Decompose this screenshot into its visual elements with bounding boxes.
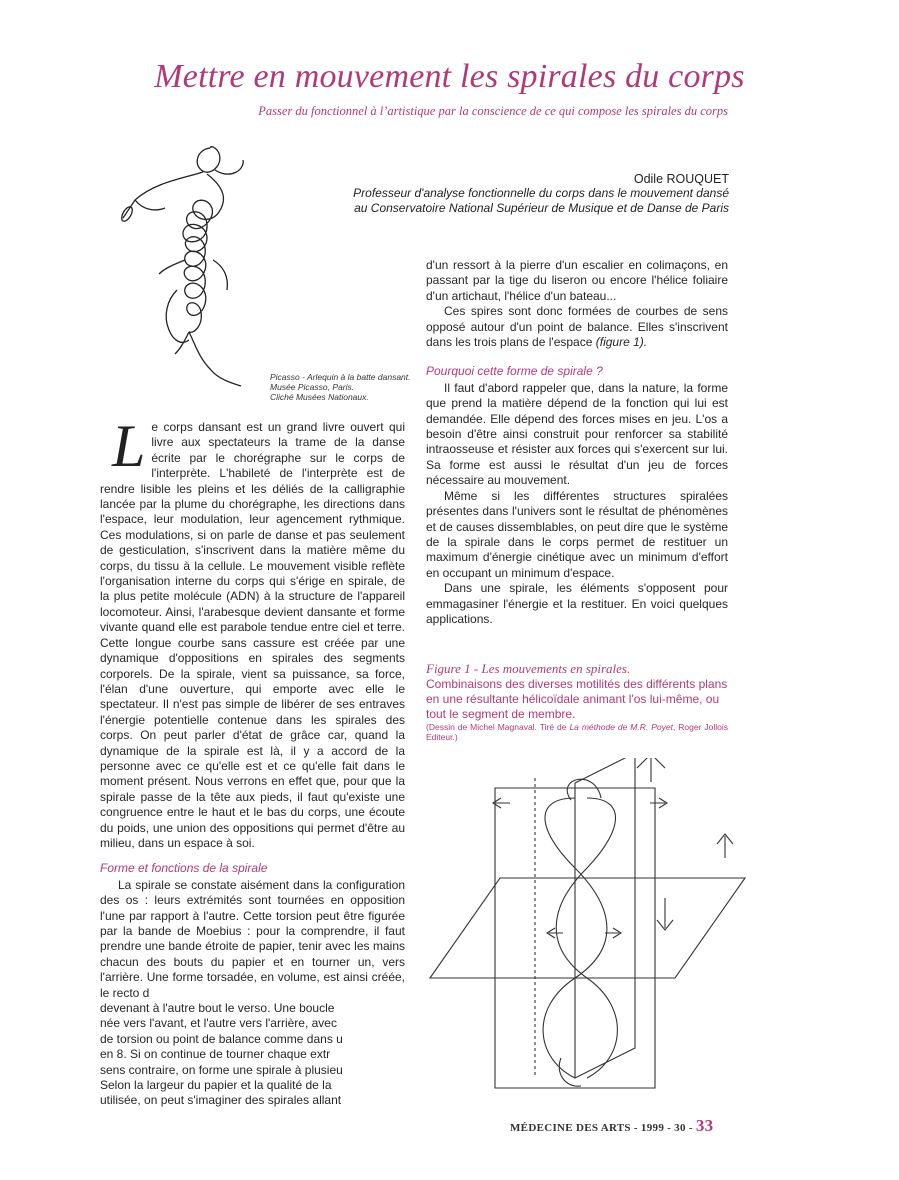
- paragraph-forme-cont-6: Selon la largeur du papier et la qualité de la: [100, 1078, 332, 1093]
- figure-label: Figure 1 - Les mouvements en spirales.: [426, 661, 631, 677]
- illustration-caption-line-3: Cliché Musées Nationaux.: [270, 392, 369, 402]
- journal-name: MÉDECINE DES ARTS - 1999 - 30 -: [510, 1122, 693, 1134]
- paragraph-ressort: d'un ressort à la pierre d'un escalier en colimaçons, en passant par la tige du liseron ou encore l'hélice foliaire d'un artichaut, l'hélice d'un bateau...: [426, 258, 728, 303]
- page-footer: [510, 1116, 713, 1136]
- right-column: [426, 258, 728, 742]
- author-name: Odile ROUQUET: [633, 172, 729, 186]
- section-heading-spirale: Forme et fonctions de la spirale: [100, 861, 268, 876]
- figure-caption: Combinaisons des diverses motilités des différents plans en une résultante hélicoïdale animant l'os lui-même, ou tout le segment de membre.: [426, 676, 728, 721]
- section-heading-pourquoi: Pourquoi cette forme de spirale ?: [426, 364, 603, 379]
- paragraph-nature: Il faut d'abord rappeler que, dans la nature, la forme que prend la matière dépend de la fonction qui lui est demandée. Elle dépend des forces mises en jeu. L'os a besoin d'être ainsi construit pour renforcer sa stabilité intraosseuse et résister aux forces qui s'exercent sur lui. Sa forme est aussi le résultat d'un jeu de forces nécessaire au mouvement.: [426, 380, 728, 488]
- article-subtitle: Passer du fonctionnel à l’artistique par la conscience de ce qui compose les spirales du corps: [258, 104, 728, 118]
- affiliation-line-1: Professeur d'analyse fonctionnelle du corps dans le mouvement dansé: [353, 186, 729, 200]
- paragraph-forme: La spirale se constate aisément dans la configuration des os : leurs extrémités sont tournées en opposition l'une par rapport à l'autre. Cette torsion peut être figurée par la bande de Moebius : pour la comprendre, il faut prendre une bande étroite de papier, tenir avec les mains chacun des bouts du papier et en tourner un, vers l'arrière. Une forme torsadée, en volume, est ainsi créée, le recto d: [100, 877, 405, 1000]
- paragraph-structures: Même si les différentes structures spiralées présentes dans l'univers sont le résultat de phénomènes et de causes dissemblables, on peut dire que le système de la spirale dans le corps permet de restituer un maximum d'énergie cinétique avec un minimum d'effort en occupant un minimum d'espace.: [426, 488, 728, 580]
- figure-caption-block: [426, 661, 728, 741]
- left-column: [100, 413, 405, 1109]
- illustration-caption-line-1: Picasso - Arlequin à la batte dansant.: [270, 372, 411, 382]
- illustration-caption-line-2: Musée Picasso, Paris.: [270, 382, 355, 392]
- intro-text: e corps dansant est un grand livre ouvert qui livre aux spectateurs la trame de la danse écrite par le chorégraphe sur le corps de l'interprète. L'habileté de l'interprète est de rendre lisible les pleins et les déliés de la calligraphie lancée par la plume du chorégraphe, les directions dans l'espace, leur modulation, leur agencement rythmique. Ces modulations, si on parle de danse et pas seulement de gesticulation, s'inscrivent dans la matière même du corps, du tissu à la cellule. Le mouvement visible reflète l'organisation interne du corps qui s'érige en spirale, de la plus petite molécule (ADN) à la structure de l'appareil locomoteur. Ainsi, l'arabesque devient dansante et forme vivante quand elle est parabole tendue entre ciel et terre. Cette longue courbe sans cassure est créée par une dynamique d'oppositions en spirales des segments corporels. De la spirale, vient sa puissance, sa force, l'élan d'une ouverture, qui emporte avec elle le spectateur. Il n'est pas simple de libérer de ses entraves l'énergie potentielle contenue dans les spirales des corps. On peut parler d'état de grâce car, quand la dynamique de la spirale est là, il y a accord de la personne avec ce qu'elle est et ce qu'elle fait dans le moment présent. Nous verrons en effet que, pour que la spirale passe de la tête aux pieds, il faut qu'existe une congruence entre le haut et le bas du corps, une écoute du poids, une union des oppositions qui permet d'être au milieu, dans un espace à soi.: [100, 420, 405, 850]
- author-affiliation: [353, 186, 729, 216]
- paragraph-forme-cont-7: utilisée, on peut s'imaginer des spirales allant: [100, 1093, 342, 1108]
- page-number: 33: [695, 1116, 714, 1135]
- article-title: Mettre en mouvement les spirales du corps: [154, 58, 745, 95]
- paragraph-forme-cont-4: en 8. Si on continue de tourner chaque extr: [100, 1047, 331, 1062]
- spires-text: Ces spires sont donc formées de courbes de sens opposé autour d'un point de balance. Elles s'inscrivent dans les trois plans de l'espace: [426, 304, 728, 350]
- intro-paragraph: [100, 413, 405, 851]
- figure-credit-start: (Dessin de Michel Magnaval. Tiré de: [426, 721, 567, 732]
- spiral-figure-drawing: [425, 758, 755, 1098]
- illustration-caption: [270, 372, 420, 402]
- affiliation-line-2: au Conservatoire National Supérieur de Musique et de Danse de Paris: [354, 201, 729, 215]
- paragraph-applications: Dans une spirale, les éléments s'opposent pour emmagasiner l'énergie et la restituer. En voici quelques applications.: [426, 581, 728, 626]
- paragraph-forme-cont-1: devenant à l'autre bout le verso. Une boucle: [100, 1001, 335, 1016]
- figure-credit-end: , Roger Jollois Editeur.): [426, 721, 728, 742]
- dropcap: L: [112, 413, 146, 479]
- figure-credit-title: La méthode de M.R. Poyet: [569, 721, 673, 732]
- paragraph-forme-cont-3: de torsion ou point de balance comme dans u: [100, 1031, 343, 1046]
- figure-reference: (figure 1).: [595, 335, 648, 350]
- paragraph-forme-cont-2: née vers l'avant, et l'autre vers l'arrière, avec: [100, 1016, 337, 1031]
- paragraph-spires: [426, 304, 728, 350]
- figure-credit: [426, 722, 728, 742]
- picasso-harlequin-drawing: [115, 140, 265, 390]
- paragraph-forme-cont-5: sens contraire, on forme une spirale à plusieu: [100, 1062, 343, 1077]
